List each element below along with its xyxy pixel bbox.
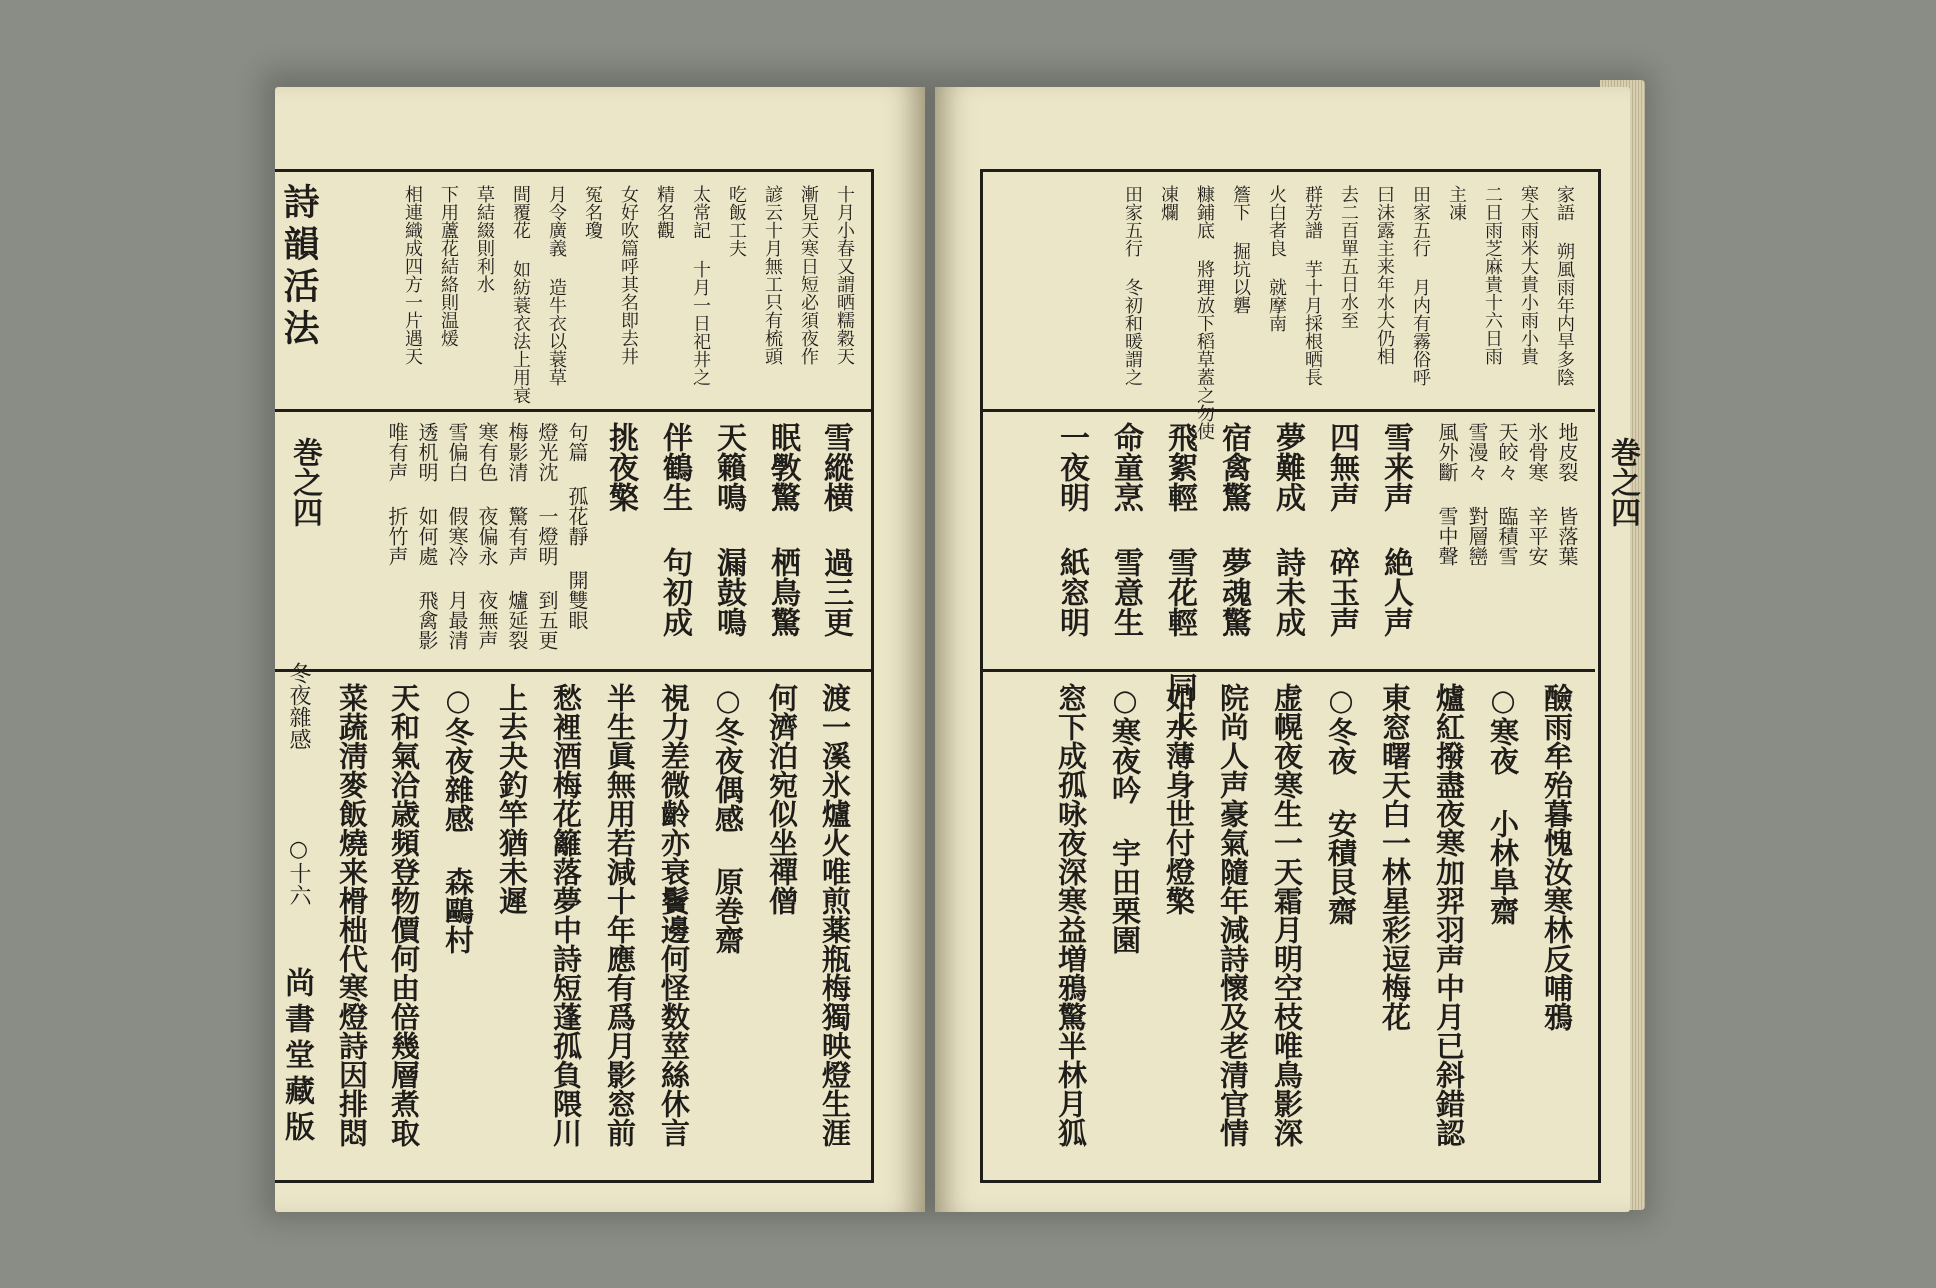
right-phrase-small: 地皮裂 皆落葉 [1555, 422, 1579, 566]
right-volume-label: 巻之四 [1605, 437, 1640, 527]
left-poem-col: 菜蔬淸麥飯燒来榾柮代寒燈詩因排悶 [335, 683, 369, 1147]
left-divider-mid [275, 669, 871, 672]
right-poem-col: 爐紅撥盡夜寒加羿羽声中月已斜錯認 [1432, 683, 1466, 1147]
left-note-col: 月令廣義 造牛衣以蓑草 [546, 185, 567, 386]
right-note-col: 去二百單五日水至 [1338, 185, 1359, 329]
right-note-col: 家語 朔風雨年内旱多陰 [1554, 185, 1575, 386]
right-note-col: 田家五行 月内有霧俗呼 [1410, 185, 1431, 386]
right-note-col: 糠鋪底 將理放下稻草蓋之勿使 [1194, 185, 1215, 440]
left-note-col: 精名觀 [654, 185, 675, 239]
right-poem-col: ○冬夜 安積艮齋 [1324, 683, 1358, 925]
right-phrase-col: 一夜明 紙窓明 [1054, 422, 1089, 637]
left-phrase-small: 句篇 孤花靜 開雙眼 [565, 422, 589, 630]
left-note-col: 太常記 十月一日祀井之 [690, 185, 711, 386]
left-note-col: 十月小春又謂晒糯穀天 [834, 185, 855, 365]
left-note-col: 諺云十月無工只有梳頭 [762, 185, 783, 365]
right-note-col: 寒大雨米大貴小雨小貴 [1518, 185, 1539, 365]
right-divider-top [980, 409, 1595, 412]
left-phrase-col: 眠斆驚 栖鳥驚 [765, 422, 800, 637]
left-poem-col: 何濟泊宛似坐禪僧 [765, 683, 799, 915]
left-poem-col: 愁裡酒梅花籬落夢中詩短蓬孤負隈川 [549, 683, 583, 1147]
left-phrase-small: 燈光沈 一燈明 到五更 [535, 422, 559, 650]
left-phrase-col: 伴鶴生 句初成 [657, 422, 692, 637]
right-page [935, 87, 1640, 1212]
right-note-col: 二日雨芝麻貴十六日雨 [1482, 185, 1503, 365]
left-note-col: 吃飯工夫 [726, 185, 747, 257]
right-phrase-small: 天皎々 臨積雪 [1495, 422, 1519, 566]
left-poem-col: 半生眞無用若減十年應有爲月影窓前 [603, 683, 637, 1147]
right-phrase-col: 四無声 碎玉声 [1324, 422, 1359, 637]
right-note-col: 曰沫露主来年水大仍相 [1374, 185, 1395, 365]
right-note-col: 主凍 [1446, 185, 1467, 221]
right-phrase-small: 雪漫々 對層巒 [1465, 422, 1489, 566]
right-poem-col: 醶雨牟殆暮愧汝寒林反哺鴉 [1540, 683, 1574, 1031]
right-poem-col: 東窓曙天白一林星彩逗梅花 [1378, 683, 1412, 1031]
left-poem-col: ○冬夜雜感 森鷗村 [441, 683, 475, 954]
left-poem-col: ○冬夜偶感 原巻齋 [711, 683, 745, 954]
right-note-col: 凍爛 [1158, 185, 1179, 221]
left-phrase-col: 雪縱横 過三更 [818, 422, 853, 637]
left-section-label: 冬夜雜感 [286, 662, 311, 750]
right-note-col: 田家五行 冬初和暖謂之 [1122, 185, 1143, 386]
left-phrase-small: 透机明 如何處 飛禽影 [415, 422, 439, 650]
left-publisher: 尚書堂藏版 [279, 967, 314, 1147]
left-note-col: 草結綴則利水 [474, 185, 495, 293]
right-phrase-col: 命童烹 雪意生 [1108, 422, 1143, 637]
left-phrase-small: 雪偏白 假寒冷 月最清 [445, 422, 469, 650]
left-volume-label: 巻之四 [287, 437, 322, 527]
left-phrase-small: 寒有色 夜偏永 夜無声 [475, 422, 499, 650]
left-phrase-small: 梅影清 驚有声 爐延裂 [505, 422, 529, 650]
right-phrase-col: 夢難成 詩未成 [1270, 422, 1305, 637]
right-phrase-col: 宿禽驚 夢魂驚 [1216, 422, 1251, 637]
right-note-col: 群芳譜 芋十月採根晒長 [1302, 185, 1323, 386]
left-poem-col: 渡一溪氷爐火唯煎薬瓶梅獨映燈生涯 [818, 683, 852, 1147]
left-book-title: 詩韻活法 [278, 183, 320, 351]
right-divider-mid [980, 669, 1595, 672]
left-poem-col: 視力差微齡亦衰鬢邊何怪数莖絲休言 [657, 683, 691, 1147]
right-note-col: 簷下 掘坑以礱 [1230, 185, 1251, 314]
right-poem-col: 如水薄身世付燈檠 [1162, 683, 1196, 915]
right-phrase-small: 氷骨寒 辛平安 [1525, 422, 1549, 566]
left-divider-top [275, 409, 871, 412]
left-note-col: 女好吹篇呼其名即去井 [618, 185, 639, 365]
right-poem-col: 窓下成孤咏夜深寒益増鴉驚半林月狐 [1054, 683, 1088, 1147]
left-phrase-col: 天籟鳴 漏鼓鳴 [711, 422, 746, 637]
right-phrase-small: 風外斷 雪中聲 [1435, 422, 1459, 566]
left-note-col: 冤名瓊 [582, 185, 603, 239]
right-poem-col: 虚幌夜寒生一天霜月明空枝唯鳥影深 [1270, 683, 1304, 1147]
right-note-col: 火白者良 就摩南 [1266, 185, 1287, 332]
left-note-col: 間覆花 如紡蓑衣法上用衰 [510, 185, 531, 404]
right-phrase-col: 飛絮輕 雪花輕 同上 [1162, 422, 1197, 732]
right-poem-col: 院尚人声豪氣隨年減詩懷及老清官情 [1216, 683, 1250, 1147]
right-poem-col: ○寒夜 小林阜齋 [1486, 683, 1520, 925]
left-poem-col: 上去夬釣竿猶未遲 [495, 683, 529, 915]
left-note-col: 下用蘆花結絡則温煖 [438, 185, 459, 347]
right-poem-col: ○寒夜吟 宇田栗園 [1108, 683, 1142, 954]
left-note-col: 漸見天寒日短必須夜作 [798, 185, 819, 365]
left-page [275, 87, 925, 1212]
left-page-number: ○十六 [286, 837, 311, 906]
left-note-col: 相連織成四方一片遇天 [402, 185, 423, 365]
right-phrase-col: 雪来声 絶人声 [1378, 422, 1413, 637]
left-phrase-col: 挑夜檠 [603, 422, 638, 512]
left-poem-col: 天和氣洽歳頻登物價何由倍幾層煮取 [387, 683, 421, 1147]
left-phrase-small: 唯有声 折竹声 [385, 422, 409, 566]
